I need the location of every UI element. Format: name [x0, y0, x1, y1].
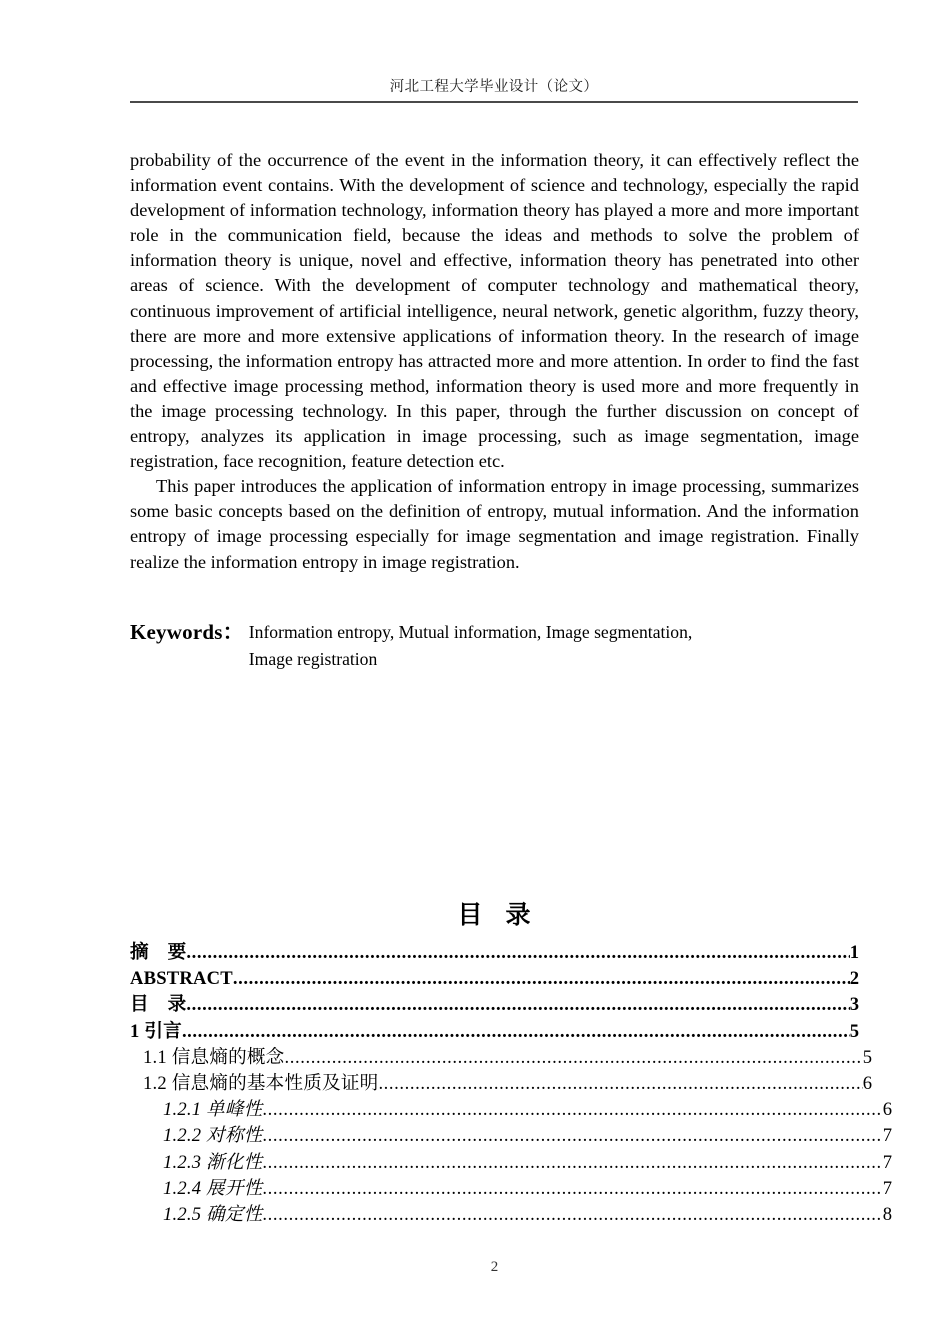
page-footer — [130, 1258, 859, 1276]
header-divider-rule — [130, 101, 858, 103]
abstract-paragraph-1: probability of the occurrence of the event in the information theory, it can effectively reflect the information event contains. With the development of science and technology, especially the rapid development of information technology, information theory has played a more and more important role in the communication field, because the ideas and methods to solve the problem of information theory is unique, novel and effective, information theory has penetrated into other areas of science. With the development of computer technology and mathematical theory, continuous improvement of artificial intelligence, neural network, genetic algorithm, fuzzy theory, there are more and more extensive applications of information theory. In the research of image processing, the information entropy has attracted more and more attention. In order to find the fast and effective image processing method, information theory is used more and more frequently in the image processing technology. In this paper, through the further discussion on concept of entropy, analyzes its application in image processing, such as image segmentation, image registration, face recognition, feature detection etc. — [130, 150, 859, 472]
keywords-value — [249, 619, 859, 673]
toc-entry[interactable] — [130, 1176, 892, 1202]
toc-dot-leader — [378, 1071, 862, 1090]
keywords-line-1: Information entropy, Mutual information, Image segmentation, — [248, 622, 693, 642]
toc-entry-page-number: 6 — [882, 1099, 892, 1121]
toc-entry-label: 1 引言 — [130, 1020, 182, 1042]
toc-entry-label: ABSTRACT — [130, 968, 233, 990]
toc-dot-leader — [284, 1045, 862, 1064]
page-number: 2 — [490, 1259, 499, 1275]
toc-entry-page-number: 3 — [849, 994, 859, 1016]
toc-dot-leader — [233, 966, 850, 985]
toc-entry[interactable] — [130, 992, 859, 1018]
toc-entry-page-number: 5 — [849, 1020, 859, 1042]
abstract-paragraph-2: This paper introduces the application of information entropy in image processing, summarizes some basic concepts based on the definition of entropy, mutual information. And the information entropy of image processing especially for image segmentation and image registration. Finally realize the information entropy in image registration. — [130, 476, 859, 572]
toc-entry-page-number: 1 — [849, 942, 859, 963]
toc-heading — [130, 900, 859, 932]
toc-entry[interactable] — [130, 1202, 892, 1228]
toc-dot-leader — [262, 1097, 882, 1116]
toc-entry-page-number: 7 — [882, 1151, 892, 1173]
toc-entry-label: 1.2.3 渐化性 — [163, 1151, 263, 1173]
toc-entry-label: 1.2.2 对称性 — [163, 1125, 263, 1147]
keywords-label: Keywords： — [130, 620, 244, 644]
toc-entry-label: 1.2.5 确定性 — [163, 1204, 263, 1226]
toc-entry[interactable] — [130, 1150, 892, 1176]
toc-entry-page-number: 7 — [882, 1125, 892, 1147]
toc-entry[interactable] — [130, 1071, 872, 1097]
toc-entry-label: 1.2.1 单峰性 — [163, 1099, 263, 1121]
table-of-contents — [130, 940, 892, 1228]
running-header-title: 河北工程大学毕业设计（论文） — [389, 79, 599, 95]
toc-entry[interactable] — [130, 940, 859, 966]
toc-entry[interactable] — [130, 1123, 892, 1149]
toc-dot-leader — [262, 1202, 882, 1221]
toc-entry-label: 目 录 — [130, 994, 187, 1016]
keywords-block — [130, 619, 859, 673]
toc-entry[interactable] — [130, 1045, 872, 1071]
toc-entry-label: 1.2 信息熵的基本性质及证明 — [143, 1073, 379, 1095]
toc-entry[interactable] — [130, 1097, 892, 1123]
toc-dot-leader — [262, 1123, 882, 1142]
keywords-line-2: Image registration — [248, 649, 378, 669]
running-header — [130, 78, 858, 96]
toc-dot-leader — [186, 940, 849, 959]
toc-entry-label: 1.2.4 展开性 — [163, 1177, 263, 1199]
toc-entry[interactable] — [130, 966, 859, 992]
toc-entry-page-number: 6 — [862, 1073, 872, 1095]
toc-dot-leader — [262, 1150, 882, 1169]
toc-entry[interactable] — [130, 1019, 859, 1045]
abstract-body — [130, 148, 859, 575]
toc-entry-page-number: 8 — [882, 1204, 892, 1226]
toc-entry-page-number: 2 — [849, 968, 859, 990]
toc-dot-leader — [262, 1176, 882, 1195]
toc-heading-char-1: 目 — [457, 902, 484, 929]
toc-entry-label: 摘 要 — [130, 942, 187, 963]
toc-dot-leader — [186, 992, 849, 1011]
toc-entry-page-number: 5 — [862, 1046, 872, 1068]
toc-dot-leader — [182, 1019, 850, 1038]
toc-entry-label: 1.1 信息熵的概念 — [143, 1046, 285, 1068]
toc-heading-char-2: 录 — [505, 902, 532, 929]
toc-entry-page-number: 7 — [882, 1177, 892, 1199]
